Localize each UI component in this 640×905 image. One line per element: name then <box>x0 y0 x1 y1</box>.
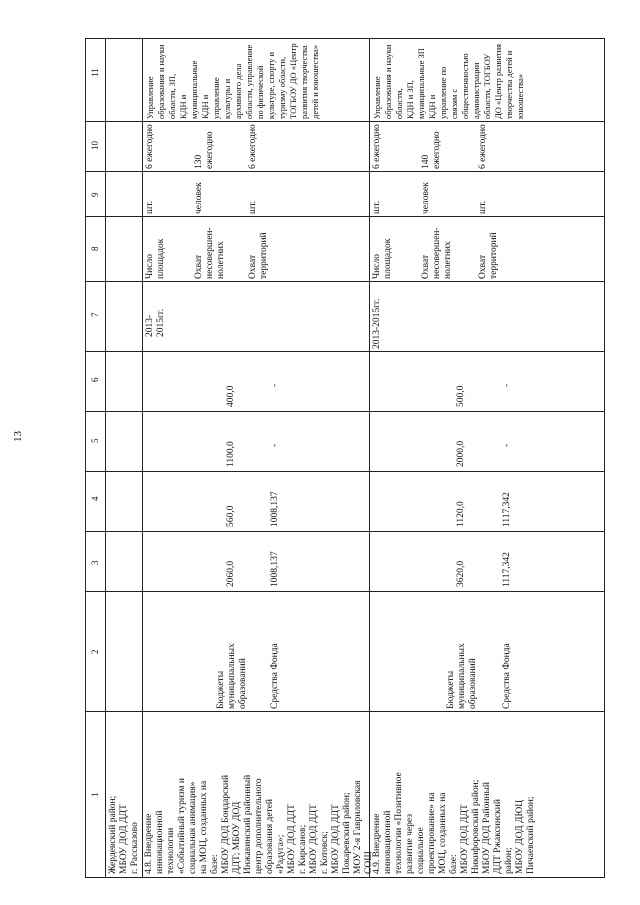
row-4-9-total-fund: 1117,342 <box>502 552 512 587</box>
row-4-8-target-sites: 6 ежегодно <box>145 124 155 169</box>
row-4-8-indicator-territories: Охват территорий <box>248 232 269 279</box>
row-4-8-target-territories: 6 ежегодно <box>248 124 258 169</box>
col-header-4: 4 <box>90 496 100 501</box>
row-4-9-target-minors: 140 ежегодно <box>421 131 442 169</box>
row-4-9-2013-fund: 1117,342 <box>502 492 512 527</box>
col-header-1: 1 <box>90 792 100 797</box>
row-4-8-source-fund: Средства Фонда <box>270 643 280 709</box>
row-4-9-source-fund: Средства Фонда <box>502 643 512 709</box>
rotated-page-content <box>85 38 605 878</box>
col-header-10: 10 <box>90 141 100 150</box>
row-4-9-indicator-territories: Охват территорий <box>478 232 499 279</box>
row-4-8-2015-municipal: 400,0 <box>226 385 236 407</box>
row-4-8-indicator-minors: Охват несовершен- нолетних <box>194 227 226 279</box>
row-4-8-2014-fund: - <box>270 443 280 447</box>
row-4-9-responsible: Управление образования и науки области, КДН и ЗП, муниципальные ЗП КДН и управление по связям с общественностью администрации области, ТОГБОУ ДО «Центр развития творчества детей и юношества» <box>372 43 525 119</box>
row-4-9-2014-municipal: 2000,0 <box>456 440 466 467</box>
row-4-9-2015-fund: - <box>502 383 512 387</box>
continued-text: Жердевский район; МБОУ ДОД ДДТ г. Рассказово <box>108 795 140 874</box>
row-4-9-period: 2013-2015гг. <box>372 298 382 349</box>
col-header-5: 5 <box>90 438 100 443</box>
row-4-8-unit-minors: человек <box>194 182 204 214</box>
row-4-8-title: 4.8. Внедрение инновационной технологии «Событийный туризм и социальная анимация» на МОЦ, созданных на базе: МБОУ ДОД Бондарский ДДТ; МБОУ ДОД Инжавинский районный центр дополнительного образования детей «Радуга»; МБОУ ДОД ДДТ г. Кирсанов; МБОУ ДОД ДДТ г. Котовск; МБОУ ДОД ДДТ Покаревский район; МОУ 2-я Гавриловская СОШ <box>144 774 374 874</box>
row-4-8-period: 2013- 2015гг. <box>145 308 166 337</box>
row-4-8-total-fund: 1008,137 <box>270 551 280 587</box>
row-4-8-target-minors: 130 ежегодно <box>194 131 215 169</box>
row-4-9-indicator-minors: Охват несовершен- нолетних <box>421 227 453 279</box>
row-4-9-unit-minors: человек <box>421 182 431 214</box>
row-4-8-2013-municipal: 560,0 <box>226 505 236 527</box>
row-4-9-target-sites: 6 ежегодно <box>372 124 382 169</box>
row-4-8-indicator-sites: Число площадок <box>145 238 166 279</box>
col-header-7: 7 <box>90 312 100 317</box>
row-4-9-total-municipal: 3620,0 <box>456 560 466 587</box>
row-4-9-source-municipal: Бюджеты муниципальных образований <box>446 643 478 709</box>
row-4-8-2013-fund: 1008,137 <box>270 491 280 527</box>
row-4-9-unit-territories: шт. <box>478 200 488 214</box>
row-4-8-unit-territories: шт. <box>248 200 258 214</box>
row-4-8-2014-municipal: 1100,0 <box>226 441 236 467</box>
page-number: 13 <box>12 431 24 442</box>
row-4-9-2013-municipal: 1120,0 <box>456 501 466 527</box>
row-4-8-source-municipal: Бюджеты муниципальных образований <box>216 643 248 709</box>
col-header-8: 8 <box>90 246 100 251</box>
col-header-3: 3 <box>90 560 100 565</box>
col-header-2: 2 <box>90 649 100 654</box>
col-header-9: 9 <box>90 192 100 197</box>
row-4-9-2015-municipal: 500,0 <box>456 385 466 407</box>
col-header-11: 11 <box>90 68 100 77</box>
program-table <box>85 38 605 878</box>
row-4-9-unit-sites: шт. <box>372 200 382 214</box>
row-4-9-2014-fund: - <box>502 443 512 447</box>
row-4-8-responsible: Управление образования и науки области, ЗП, КДН и муниципальные КДН и управление культуры и архивного дела области, управление по физической культуре, спорту и туризму области, ТОГБОУ ДО «Центр развития творчества детей и юношества» <box>145 43 320 119</box>
row-4-8-unit-sites: шт. <box>145 200 155 214</box>
row-4-8-total-municipal: 2060,0 <box>226 560 236 587</box>
row-4-9-title: 4.9. Внедрение инновационной технологии «Позитивное развитие через социальное проектирование» на МОЦ, созданных на базе: МБОУ ДОД ДДТ Никифоровский район; МБОУ ДОД Районный ДДТ Ржаксинский район; МБОУ ДОД ДЮЦ Пичаевский район; <box>372 772 536 874</box>
col-header-6: 6 <box>90 377 100 382</box>
row-4-9-target-territories: 6 ежегодно <box>478 124 488 169</box>
row-4-8-2015-fund: - <box>270 383 280 387</box>
table-header-row <box>86 39 106 877</box>
row-4-9-indicator-sites: Число площадок <box>372 238 393 279</box>
